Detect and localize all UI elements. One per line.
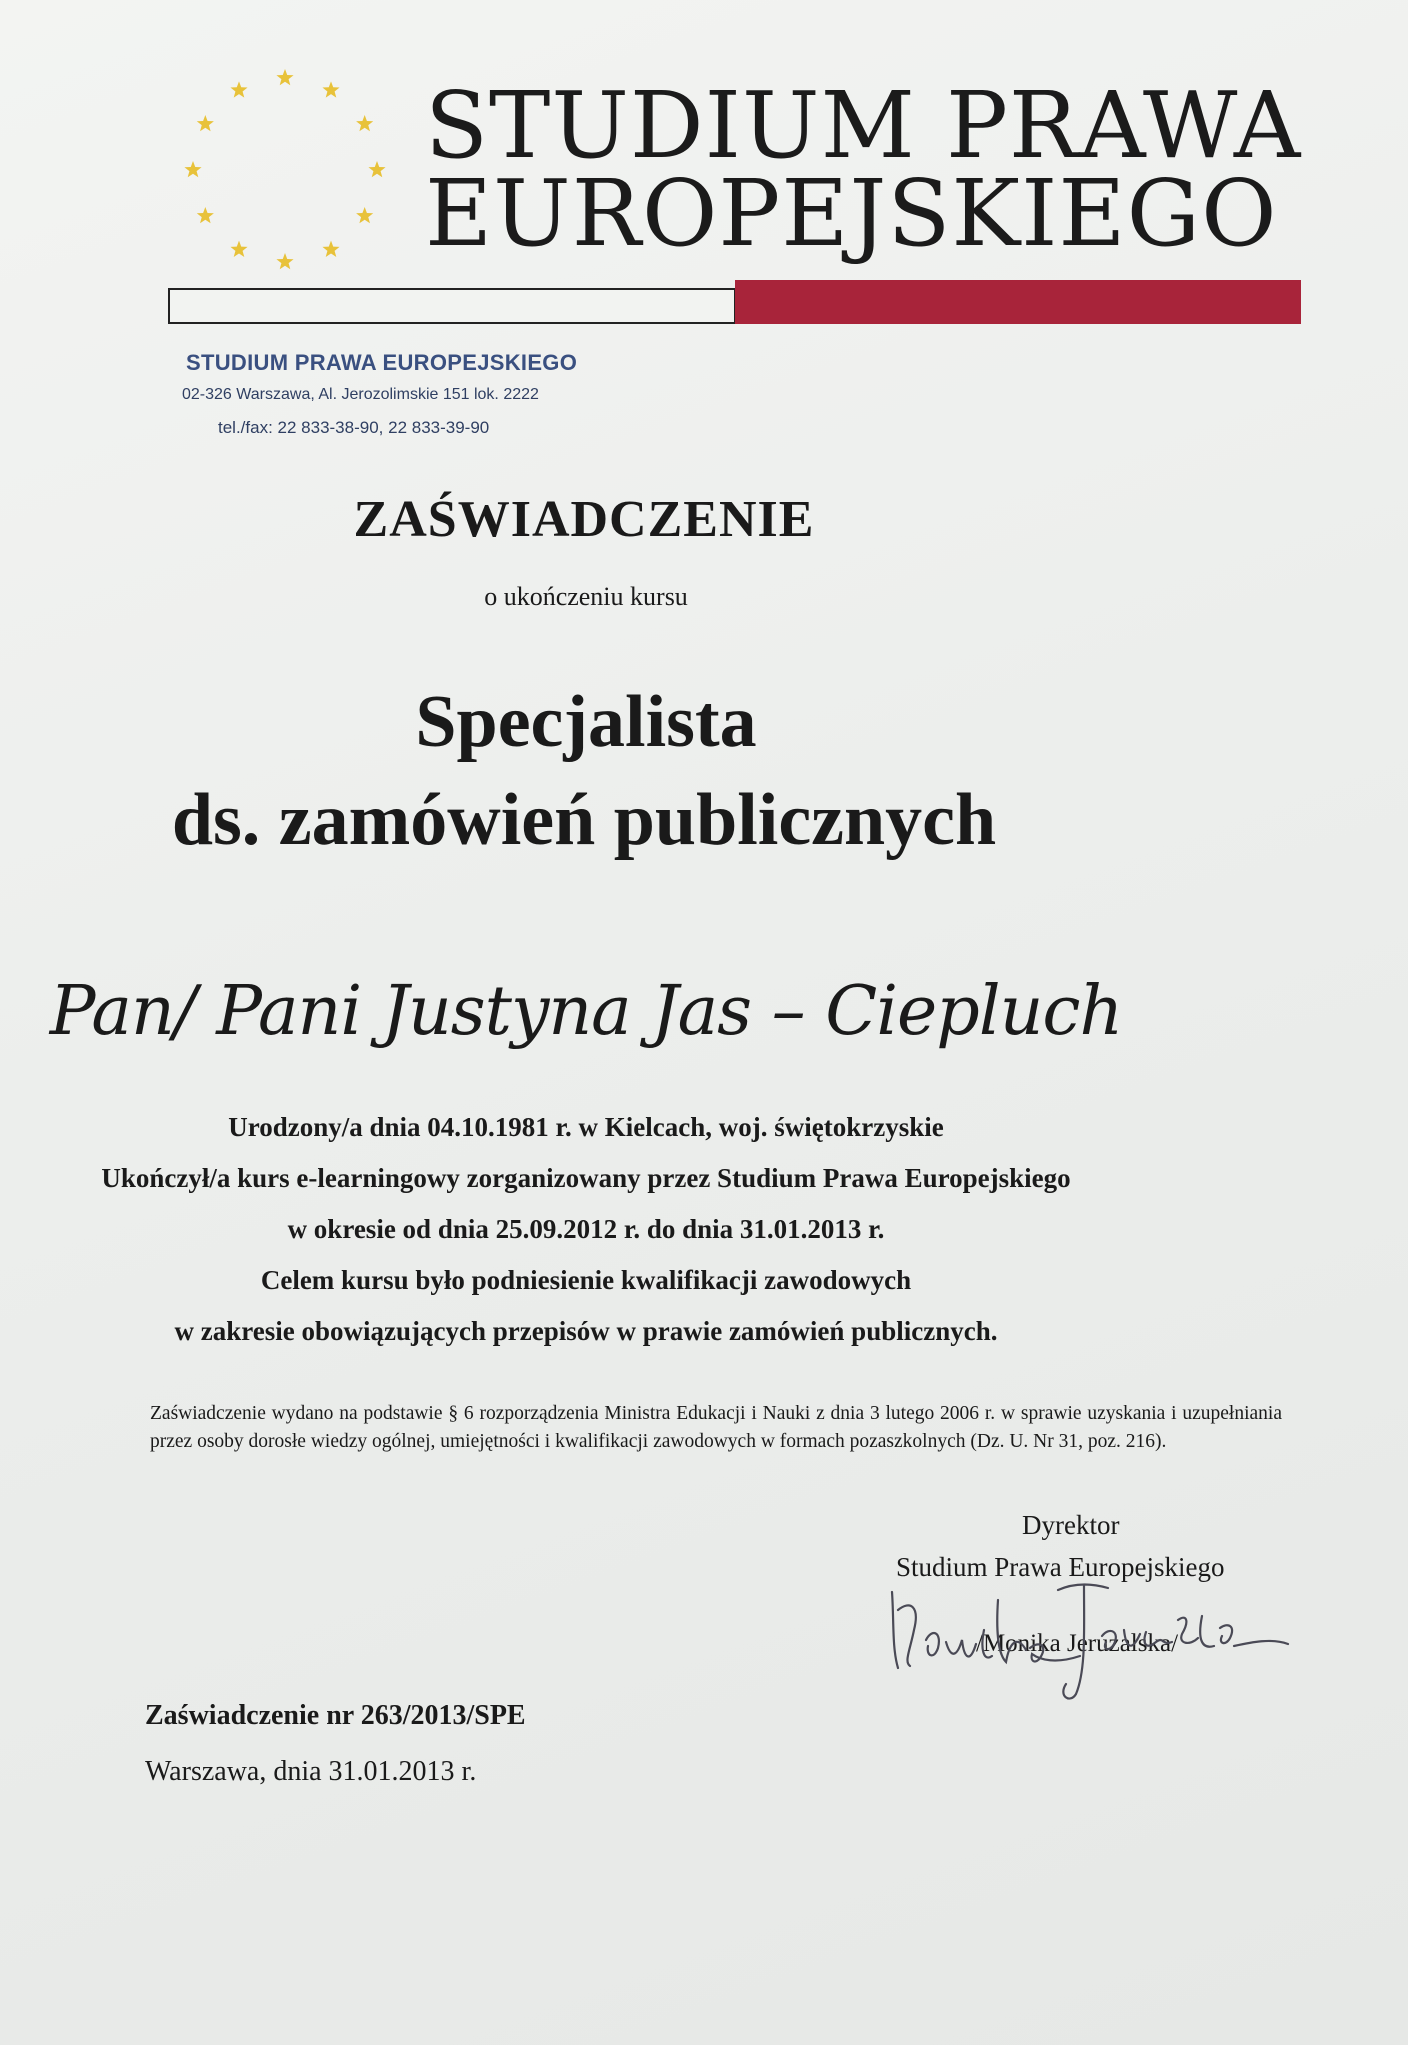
star-icon xyxy=(197,207,214,223)
star-icon xyxy=(276,69,293,85)
star-icon xyxy=(368,161,385,177)
recipient-name: Pan/ Pani Justyna Jas – Ciepluch xyxy=(49,972,1123,1051)
legal-basis-note: Zaświadczenie wydano na podstawie § 6 rozporządzenia Ministra Edukacji i Nauki z dnia 3 lutego 2006 r. w sprawie uzyskania i uzupełniania przez osoby dorosłe wiedzy ogólnej, umiejętności i kwalifikacji zawodowych w formach pozaszkolnych (Dz. U. Nr 31, poz. 216). xyxy=(150,1403,1282,1452)
star-icon xyxy=(184,161,201,177)
org-address: 02-326 Warszawa, Al. Jerozolimskie 151 lok. 2222 xyxy=(182,386,539,403)
document-subtitle: o ukończeniu kursu xyxy=(484,582,688,611)
document-title: ZAŚWIADCZENIE xyxy=(353,491,815,548)
star-icon xyxy=(230,81,247,97)
logo-bar-white xyxy=(168,288,736,324)
signatory-name: /Monika Jeruzalska/ xyxy=(976,1630,1179,1657)
org-phone: tel./fax: 22 833-38-90, 22 833-39-90 xyxy=(218,418,490,437)
course-name-line1: Specjalista xyxy=(415,681,757,763)
star-icon xyxy=(276,253,293,269)
logo-bar-red xyxy=(735,280,1301,324)
logo-title-line1: STUDIUM PRAWA xyxy=(425,72,1302,179)
star-icon xyxy=(230,241,247,257)
certificate-number: Zaświadczenie nr 263/2013/SPE xyxy=(145,1700,526,1731)
eu-stars-icon xyxy=(160,60,410,280)
place-and-date: Warszawa, dnia 31.01.2013 r. xyxy=(145,1756,477,1787)
star-icon xyxy=(197,115,214,131)
signatory-org: Studium Prawa Europejskiego xyxy=(896,1552,1225,1582)
logo-title-line2: EUROPEJSKIEGO xyxy=(425,160,1278,267)
body-line: w zakresie obowiązujących przepisów w prawie zamówień publicznych. xyxy=(174,1316,998,1346)
org-name: STUDIUM PRAWA EUROPEJSKIEGO xyxy=(186,350,578,375)
signatory-title: Dyrektor xyxy=(1022,1510,1120,1540)
body-line: Ukończył/a kurs e-learningowy zorganizowany przez Studium Prawa Europejskiego xyxy=(101,1163,1071,1193)
star-icon xyxy=(356,115,373,131)
star-icon xyxy=(322,81,339,97)
body-line: Celem kursu było podniesienie kwalifikacji zawodowych xyxy=(260,1265,912,1295)
handwritten-signature xyxy=(880,1570,1300,1700)
body-line: Urodzony/a dnia 04.10.1981 r. w Kielcach, woj. świętokrzyskie xyxy=(228,1112,944,1142)
star-icon xyxy=(322,241,339,257)
body-line: w okresie od dnia 25.09.2012 r. do dnia 31.01.2013 r. xyxy=(287,1214,885,1244)
star-icon xyxy=(356,207,373,223)
course-name-line2: ds. zamówień publicznych xyxy=(171,779,997,861)
